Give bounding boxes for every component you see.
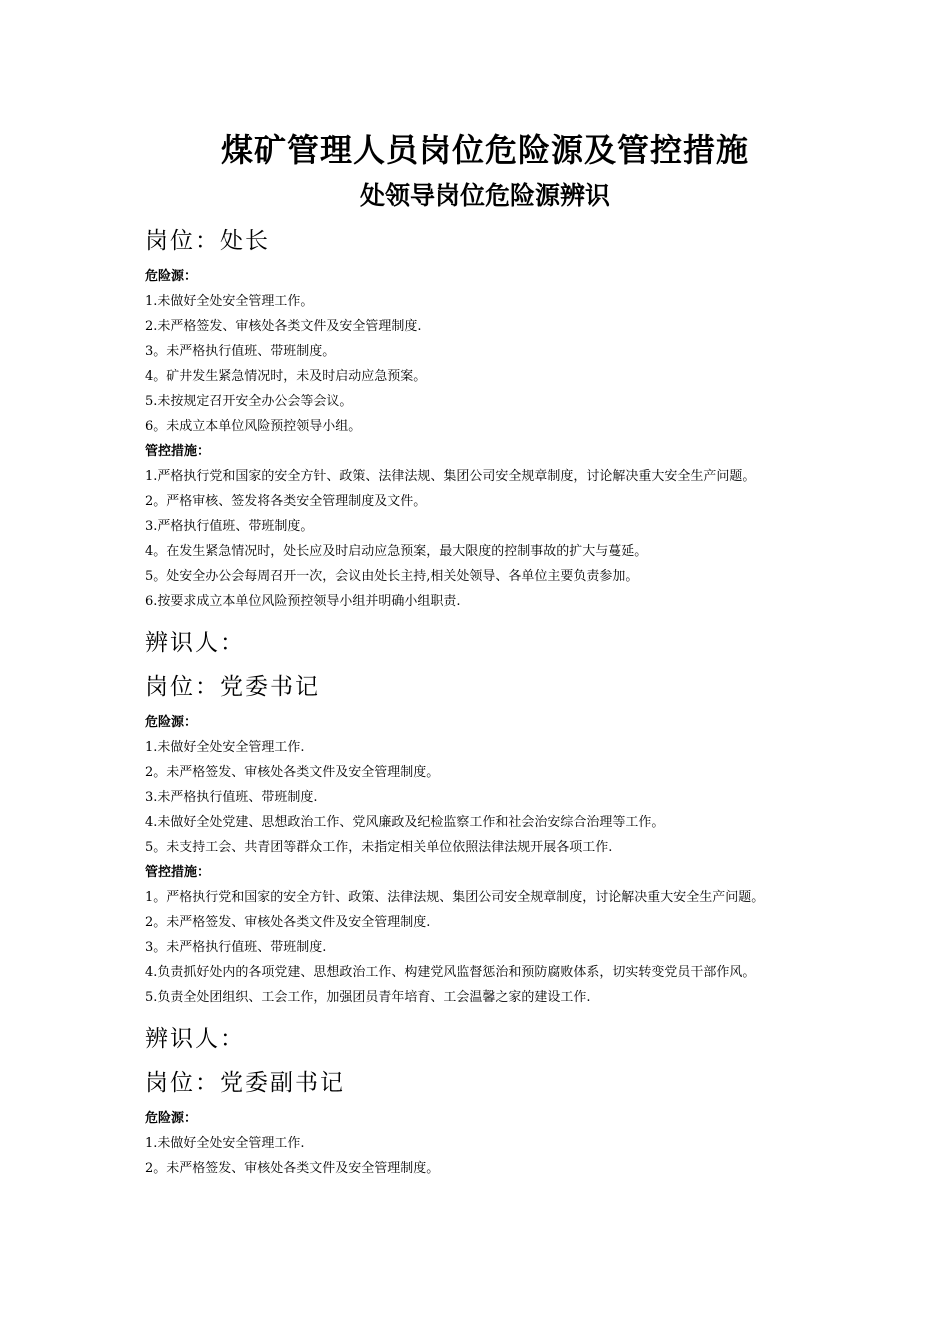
hazard-item: 2.未严格签发、审核处各类文件及安全管理制度. bbox=[145, 319, 422, 334]
hazard-item: 4.未做好全处党建、思想政治工作、党风廉政及纪检监察工作和社会治安综合治理等工作。 bbox=[145, 815, 665, 830]
post-section-party-secretary bbox=[145, 672, 825, 1054]
hazard-item: 3.未严格执行值班、带班制度. bbox=[145, 790, 318, 805]
document-title: 煤矿管理人员岗位危险源及管控措施 bbox=[220, 131, 749, 169]
hazard-item: 1.未做好全处安全管理工作. bbox=[145, 740, 305, 755]
measure-item: 1.严格执行党和国家的安全方针、政策、法律法规、集团公司安全规章制度，讨论解决重大安全生产问题。 bbox=[145, 469, 756, 484]
measure-item: 1。严格执行党和国家的安全方针、政策、法律法规、集团公司安全规章制度，讨论解决重大安全生产问题。 bbox=[145, 890, 765, 905]
hazard-item: 4。矿井发生紧急情况时，未及时启动应急预案。 bbox=[145, 369, 427, 384]
post-section-director bbox=[145, 226, 825, 658]
measure-item: 4.负责抓好处内的各项党建、思想政治工作、构建党风监督惩治和预防腐败体系，切实转变党员干部作风。 bbox=[145, 965, 756, 980]
measure-label: 管控措施： bbox=[145, 865, 211, 880]
measure-item: 2。严格审核、签发将各类安全管理制度及文件。 bbox=[145, 494, 427, 509]
measure-item: 6.按要求成立本单位风险预控领导小组并明确小组职责. bbox=[145, 594, 461, 609]
post-heading: 岗位：处长 bbox=[145, 228, 270, 254]
identifier-label: 辨识人： bbox=[145, 1026, 245, 1052]
measure-item: 3。未严格执行值班、带班制度. bbox=[145, 940, 327, 955]
hazard-item: 1.未做好全处安全管理工作。 bbox=[145, 294, 314, 309]
document-page bbox=[145, 126, 825, 1181]
hazard-item: 6。未成立本单位风险预控领导小组。 bbox=[145, 419, 362, 434]
hazard-label: 危险源： bbox=[145, 715, 198, 730]
hazard-item: 1.未做好全处安全管理工作. bbox=[145, 1136, 305, 1151]
post-heading: 岗位：党委书记 bbox=[145, 674, 320, 700]
hazard-label: 危险源： bbox=[145, 1111, 198, 1126]
hazard-item: 2。未严格签发、审核处各类文件及安全管理制度。 bbox=[145, 1161, 440, 1176]
hazard-item: 5。未支持工会、共青团等群众工作，未指定相关单位依照法律法规开展各项工作. bbox=[145, 840, 613, 855]
hazard-label: 危险源： bbox=[145, 269, 198, 284]
measure-item: 5.负责全处团组织、工会工作，加强团员青年培育、工会温馨之家的建设工作. bbox=[145, 990, 591, 1005]
post-heading: 岗位：党委副书记 bbox=[145, 1070, 345, 1096]
identifier-label: 辨识人： bbox=[145, 630, 245, 656]
post-section-deputy-party-secretary bbox=[145, 1068, 825, 1181]
hazard-item: 5.未按规定召开安全办公会等会议。 bbox=[145, 394, 353, 409]
measure-item: 3.严格执行值班、带班制度。 bbox=[145, 519, 314, 534]
measure-item: 5。处安全办公会每周召开一次，会议由处长主持,相关处领导、各单位主要负责参加。 bbox=[145, 569, 639, 584]
measure-label: 管控措施： bbox=[145, 444, 211, 459]
document-subtitle: 处领导岗位危险源辨识 bbox=[359, 181, 610, 210]
measure-item: 4。在发生紧急情况时，处长应及时启动应急预案，最大限度的控制事故的扩大与蔓延。 bbox=[145, 544, 648, 559]
hazard-item: 3。未严格执行值班、带班制度。 bbox=[145, 344, 336, 359]
hazard-item: 2。未严格签发、审核处各类文件及安全管理制度。 bbox=[145, 765, 440, 780]
measure-item: 2。未严格签发、审核处各类文件及安全管理制度. bbox=[145, 915, 431, 930]
